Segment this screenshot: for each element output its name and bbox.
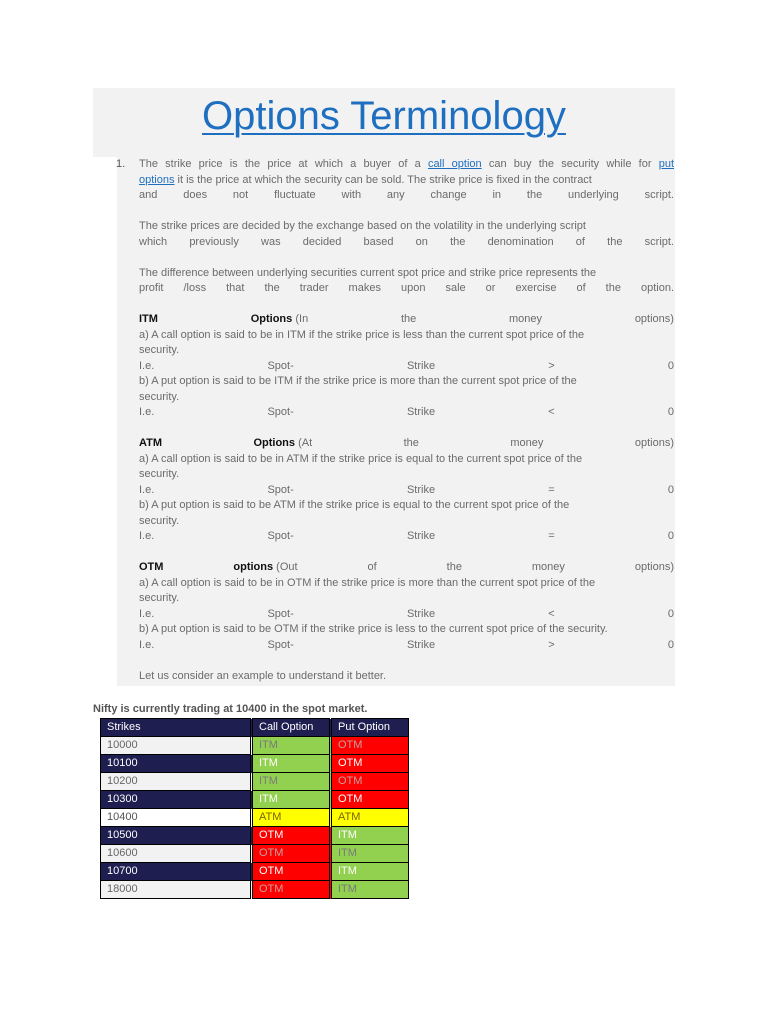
strike-cell: 10100	[101, 755, 252, 773]
table-row	[101, 737, 409, 755]
call-cell: ITM	[252, 773, 331, 791]
text: it is the price at which the security can be sold. The strike price is fixed in the contract	[174, 173, 592, 186]
header-put-option: Put Option	[331, 719, 409, 737]
itm-heading	[139, 312, 674, 328]
itm-abbr: ITM	[139, 313, 158, 325]
atm-a-line1: a) A call option is said to be in ATM if the strike price is equal to the current spot price of the	[139, 452, 583, 465]
text: options)	[634, 437, 674, 449]
itm-a-formula	[139, 359, 674, 375]
call-cell: OTM	[252, 881, 331, 899]
otm-heading	[139, 560, 674, 576]
atm-a-line2: security.	[139, 468, 180, 480]
atm-b-formula	[139, 529, 674, 545]
put-cell: OTM	[331, 755, 409, 773]
list-item-body	[139, 157, 674, 684]
put-cell: OTM	[331, 737, 409, 755]
para2-line1: The strike prices are decided by the exchange based on the volatility in the underlying script	[139, 220, 586, 232]
call-cell: ITM	[252, 737, 331, 755]
text: the	[446, 561, 462, 573]
put-cell: ITM	[331, 827, 409, 845]
text: 0	[667, 638, 674, 651]
text: <	[548, 406, 555, 418]
put-cell: OTM	[331, 773, 409, 791]
table-row	[101, 881, 409, 899]
text: Strike	[406, 359, 436, 372]
itm-b-formula	[139, 405, 674, 421]
otm-options-word: options	[233, 561, 274, 573]
text: money	[509, 313, 543, 325]
atm-b-line1: b) A put option is said to be ATM if the strike price is equal to the current spot price of the	[139, 499, 570, 511]
otm-a-line2: security.	[139, 592, 180, 604]
text: I.e.	[139, 406, 155, 418]
para2-line2: which previously was decided based on the denomination of the script.	[139, 235, 674, 248]
strike-cell: 10700	[101, 863, 252, 881]
closing-line: Let us consider an example to understand it better.	[139, 669, 387, 682]
text: Strike	[406, 406, 436, 418]
text: 0	[667, 359, 674, 372]
list-number: 1.	[116, 158, 126, 170]
text: I.e.	[139, 359, 155, 372]
panel-gutter	[93, 157, 117, 686]
itm-b-line2: security.	[139, 390, 180, 403]
table-header-row	[101, 719, 409, 737]
text: =	[548, 530, 555, 542]
atm-options-word: Options	[253, 437, 296, 449]
itm-a-line1: a) A call option is said to be in ITM if the strike price is less than the current spot price of the	[139, 328, 585, 341]
text: I.e.	[139, 638, 155, 651]
call-cell: ATM	[252, 809, 331, 827]
text: <	[548, 607, 555, 620]
text: I.e.	[139, 483, 155, 496]
table-row	[101, 773, 409, 791]
strike-cell: 10600	[101, 845, 252, 863]
table-row	[101, 755, 409, 773]
itm-a-line2: security.	[139, 344, 180, 356]
text: (Out	[276, 561, 298, 573]
otm-b-line1: b) A put option is said to be OTM if the strike price is less to the current spot price of the security.	[139, 623, 608, 635]
text: Spot-	[267, 483, 294, 496]
table-row	[101, 863, 409, 881]
text: of	[367, 561, 377, 573]
header-call-option: Call Option	[252, 719, 331, 737]
options-link[interactable]: options	[139, 173, 175, 186]
text: Strike	[406, 530, 436, 542]
text: >	[548, 638, 555, 651]
strike-cell: 10200	[101, 773, 252, 791]
para1-line1	[139, 157, 674, 173]
atm-abbr: ATM	[139, 437, 163, 449]
atm-a-formula	[139, 483, 674, 499]
text: Spot-	[267, 359, 294, 372]
put-cell: ITM	[331, 863, 409, 881]
text: 0	[667, 483, 674, 496]
atm-heading	[139, 436, 674, 452]
header-strikes: Strikes	[101, 719, 252, 737]
text: money	[510, 437, 544, 449]
strike-cell: 10500	[101, 827, 252, 845]
text: Spot-	[267, 607, 294, 620]
text: (At	[298, 437, 313, 449]
table-row	[101, 791, 409, 809]
page-title: Options Terminology	[202, 94, 566, 138]
table-row	[101, 827, 409, 845]
text: the	[400, 313, 417, 325]
otm-b-formula	[139, 638, 674, 654]
strike-cell: 18000	[101, 881, 252, 899]
otm-a-line1: a) A call option is said to be in OTM if the strike price is more than the current spot price of the	[139, 576, 596, 589]
text: the	[403, 437, 419, 449]
call-cell: OTM	[252, 845, 331, 863]
text: Spot-	[267, 638, 294, 651]
options-table	[100, 718, 409, 899]
text: I.e.	[139, 607, 155, 620]
text: 0	[667, 530, 674, 542]
text: Strike	[406, 607, 436, 620]
call-cell: OTM	[252, 827, 331, 845]
text: Strike	[406, 638, 436, 651]
otm-a-formula	[139, 607, 674, 623]
text: Spot-	[267, 406, 294, 418]
text: I.e.	[139, 530, 155, 542]
itm-options-word: Options	[250, 313, 293, 325]
put-cell: ATM	[331, 809, 409, 827]
text: >	[548, 359, 555, 372]
para3-line2: profit /loss that the trader makes upon sale or exercise of the option.	[139, 282, 674, 294]
text: options)	[634, 561, 674, 573]
call-option-link[interactable]: call option	[427, 158, 482, 170]
call-cell: ITM	[252, 755, 331, 773]
text: (In	[295, 313, 309, 325]
put-link[interactable]: put	[658, 158, 674, 170]
text: =	[548, 483, 555, 496]
para1-line2	[139, 173, 674, 189]
put-cell: OTM	[331, 791, 409, 809]
text: Spot-	[267, 530, 294, 542]
put-cell: ITM	[331, 845, 409, 863]
text: The strike price is the price at which a buyer of a	[139, 158, 428, 170]
strike-cell: 10400	[101, 809, 252, 827]
text: Strike	[406, 483, 436, 496]
para3-line1: The difference between underlying securities current spot price and strike price represents the	[139, 266, 597, 279]
text: 0	[667, 607, 674, 620]
itm-b-line1: b) A put option is said to be ITM if the strike price is more than the current spot price of the	[139, 375, 577, 387]
call-cell: OTM	[252, 863, 331, 881]
table-row	[101, 809, 409, 827]
text: options)	[634, 313, 674, 325]
call-cell: ITM	[252, 791, 331, 809]
para1-line3: and does not fluctuate with any change in the underlying script.	[139, 189, 674, 201]
otm-abbr: OTM	[139, 561, 164, 573]
strike-cell: 10300	[101, 791, 252, 809]
strike-cell: 10000	[101, 737, 252, 755]
table-row	[101, 845, 409, 863]
text: 0	[667, 406, 674, 418]
table-caption: Nifty is currently trading at 10400 in the spot market.	[93, 703, 368, 715]
text: can buy the security while for	[481, 158, 659, 170]
text: money	[531, 561, 565, 573]
atm-b-line2: security.	[139, 514, 180, 527]
put-cell: ITM	[331, 881, 409, 899]
